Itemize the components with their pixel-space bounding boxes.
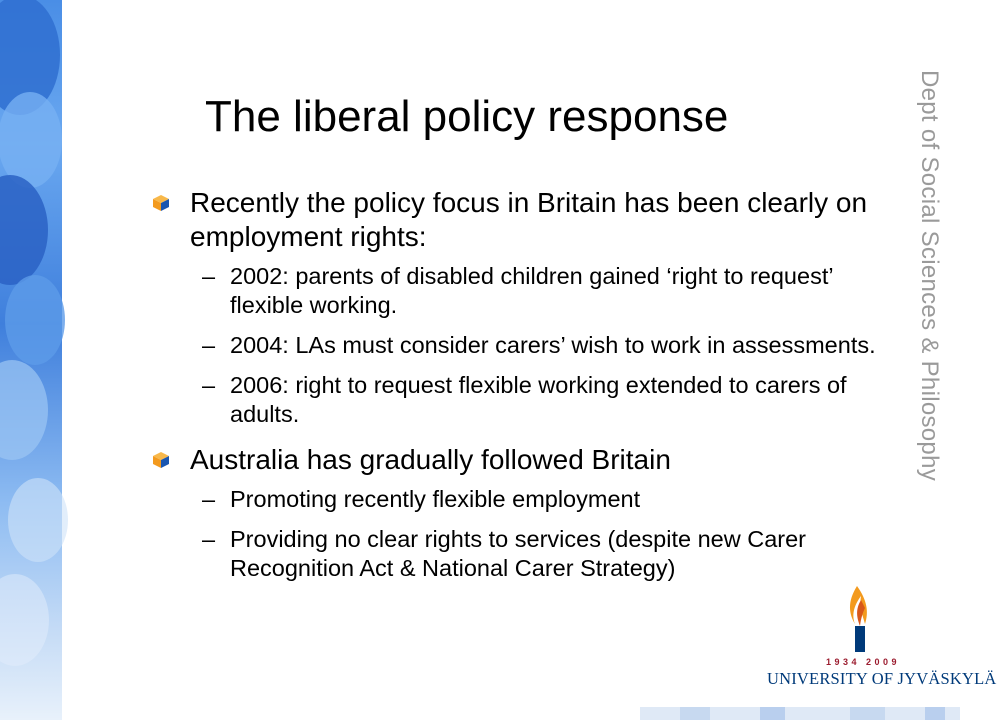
- decorative-stones-image: [0, 0, 62, 720]
- sub-text: Providing no clear rights to services (despite new Carer Recognition Act & National Carer Strategy): [230, 526, 807, 581]
- sub-item: – 2004: LAs must consider carers’ wish to work in assessments.: [202, 332, 876, 358]
- sub-text: 2004: LAs must consider carers’ wish to work in assessments.: [230, 332, 876, 358]
- bullet-text: Recently the policy focus in Britain has been clearly on employment rights:: [190, 187, 868, 252]
- sub-item: – 2006: right to request flexible working extended to carers of adults.: [202, 372, 847, 427]
- slide-title: The liberal policy response: [205, 92, 729, 141]
- sub-item: – Providing no clear rights to services (despite new Carer Recognition Act & National Carer Strategy): [202, 526, 807, 581]
- bullet-text: Australia has gradually followed Britain: [190, 444, 671, 475]
- bullet-item: [152, 443, 912, 477]
- bullet-item: [152, 186, 912, 254]
- university-name: UNIVERSITY OF JYVÄSKYLÄ: [767, 669, 997, 688]
- sub-text: Promoting recently flexible employment: [230, 486, 641, 512]
- sub-item: – Promoting recently flexible employment: [202, 486, 641, 512]
- bottom-stripe-decoration: [640, 707, 960, 720]
- sub-text: 2002: parents of disabled children gained ‘right to request’ flexible working.: [230, 263, 833, 318]
- logo-years: 1934 2009: [826, 657, 901, 667]
- sub-text: 2006: right to request flexible working extended to carers of adults.: [230, 372, 847, 427]
- university-torch-logo-icon: [765, 580, 960, 720]
- sub-item: – 2002: parents of disabled children gained ‘right to request’ flexible working.: [202, 263, 833, 318]
- department-label: Dept of Social Sciences & Philosophy: [916, 70, 943, 482]
- cube-bullet-icon: [152, 194, 170, 212]
- slide-content: [152, 186, 912, 594]
- cube-bullet-icon: [152, 451, 170, 469]
